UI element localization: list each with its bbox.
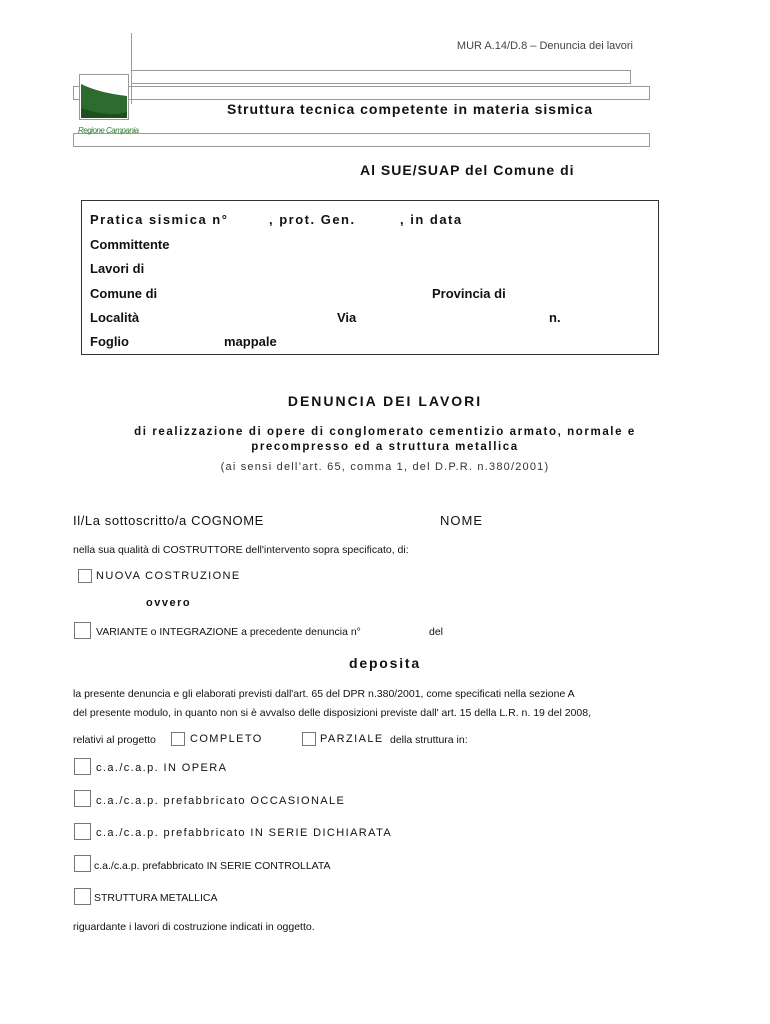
pratica-info-box: [81, 200, 659, 355]
structure-type-label: c.a./c.a.p. prefabbricato OCCASIONALE: [96, 795, 346, 807]
variante-label: VARIANTE o INTEGRAZIONE a precedente denuncia n°: [96, 626, 361, 638]
deposita-text-line1: la presente denuncia e gli elaborati previsti dall'art. 65 del DPR n.380/2001, come specificati nella sezione A: [73, 688, 575, 700]
del-label: del: [429, 626, 444, 638]
qualita-text: nella sua qualità di COSTRUTTORE dell'intervento sopra specificato, di:: [73, 544, 409, 556]
header-bar: [73, 133, 650, 147]
completo-label: COMPLETO: [190, 733, 263, 745]
committente-label: Committente: [90, 237, 170, 252]
struttura-metallica-checkbox[interactable]: [74, 888, 91, 905]
foglio-label: Foglio: [90, 334, 129, 349]
ovvero-label: ovvero: [146, 597, 192, 609]
structure-type-label: c.a./c.a.p. prefabbricato IN SERIE CONTROLLATA: [94, 860, 331, 872]
logo-text: Regione Campania: [78, 126, 139, 135]
document-code: MUR A.14/D.8 – Denuncia dei lavori: [456, 40, 633, 52]
nuova-costruzione-checkbox[interactable]: [78, 569, 92, 583]
footer-text: riguardante i lavori di costruzione indicati in oggetto.: [73, 921, 315, 933]
struttura-title: Struttura tecnica competente in materia sismica: [227, 101, 593, 117]
struttura-in-label: della struttura in:: [390, 734, 468, 746]
lavori-label: Lavori di: [90, 261, 145, 276]
serie-dichiarata-checkbox[interactable]: [74, 823, 91, 840]
law-reference: (ai sensi dell’art. 65, comma 1, del D.P.R. n.380/2001): [220, 461, 550, 473]
section-subtitle-line2: precompresso ed a struttura metallica: [251, 441, 519, 453]
localita-label: Località: [90, 310, 140, 325]
deposita-title: deposita: [349, 655, 421, 671]
parziale-label: PARZIALE: [320, 733, 384, 745]
header-bar: [73, 86, 650, 100]
mappale-label: mappale: [224, 334, 277, 349]
structure-type-label: c.a./c.a.p. prefabbricato IN SERIE DICHIARATA: [96, 827, 393, 839]
structure-type-label: c.a./c.a.p. IN OPERA: [96, 762, 228, 774]
occasionale-checkbox[interactable]: [74, 790, 91, 807]
pratica-label: Pratica sismica n°: [90, 212, 229, 227]
date-label: , in data: [400, 212, 463, 227]
section-subtitle-line1: di realizzazione di opere di conglomerato cementizio armato, normale e: [134, 426, 636, 438]
prot-label: , prot. Gen.: [269, 212, 356, 227]
parziale-checkbox[interactable]: [302, 732, 316, 746]
nuova-costruzione-label: NUOVA COSTRUZIONE: [96, 570, 241, 582]
sottoscritto-label: Il/La sottoscritto/a COGNOME: [73, 513, 264, 528]
sue-title: Al SUE/SUAP del Comune di: [360, 162, 575, 178]
numero-label: n.: [549, 310, 561, 325]
provincia-label: Provincia di: [432, 286, 506, 301]
comune-label: Comune di: [90, 286, 158, 301]
via-label: Via: [337, 310, 357, 325]
nome-label: NOME: [440, 513, 483, 528]
section-subtitle: [0, 425, 770, 455]
in-opera-checkbox[interactable]: [74, 758, 91, 775]
deposita-text-line2: del presente modulo, in quanto non si è avvalso delle disposizioni previste dall' art. 15 della L.R. n. 19 del 2008,: [73, 707, 591, 719]
relativi-label: relativi al progetto: [73, 734, 156, 746]
serie-controllata-checkbox[interactable]: [74, 855, 91, 872]
structure-type-label: STRUTTURA METALLICA: [94, 892, 218, 904]
header-bar: [131, 70, 631, 84]
section-title: DENUNCIA DEI LAVORI: [287, 393, 483, 409]
variante-checkbox[interactable]: [74, 622, 91, 639]
completo-checkbox[interactable]: [171, 732, 185, 746]
